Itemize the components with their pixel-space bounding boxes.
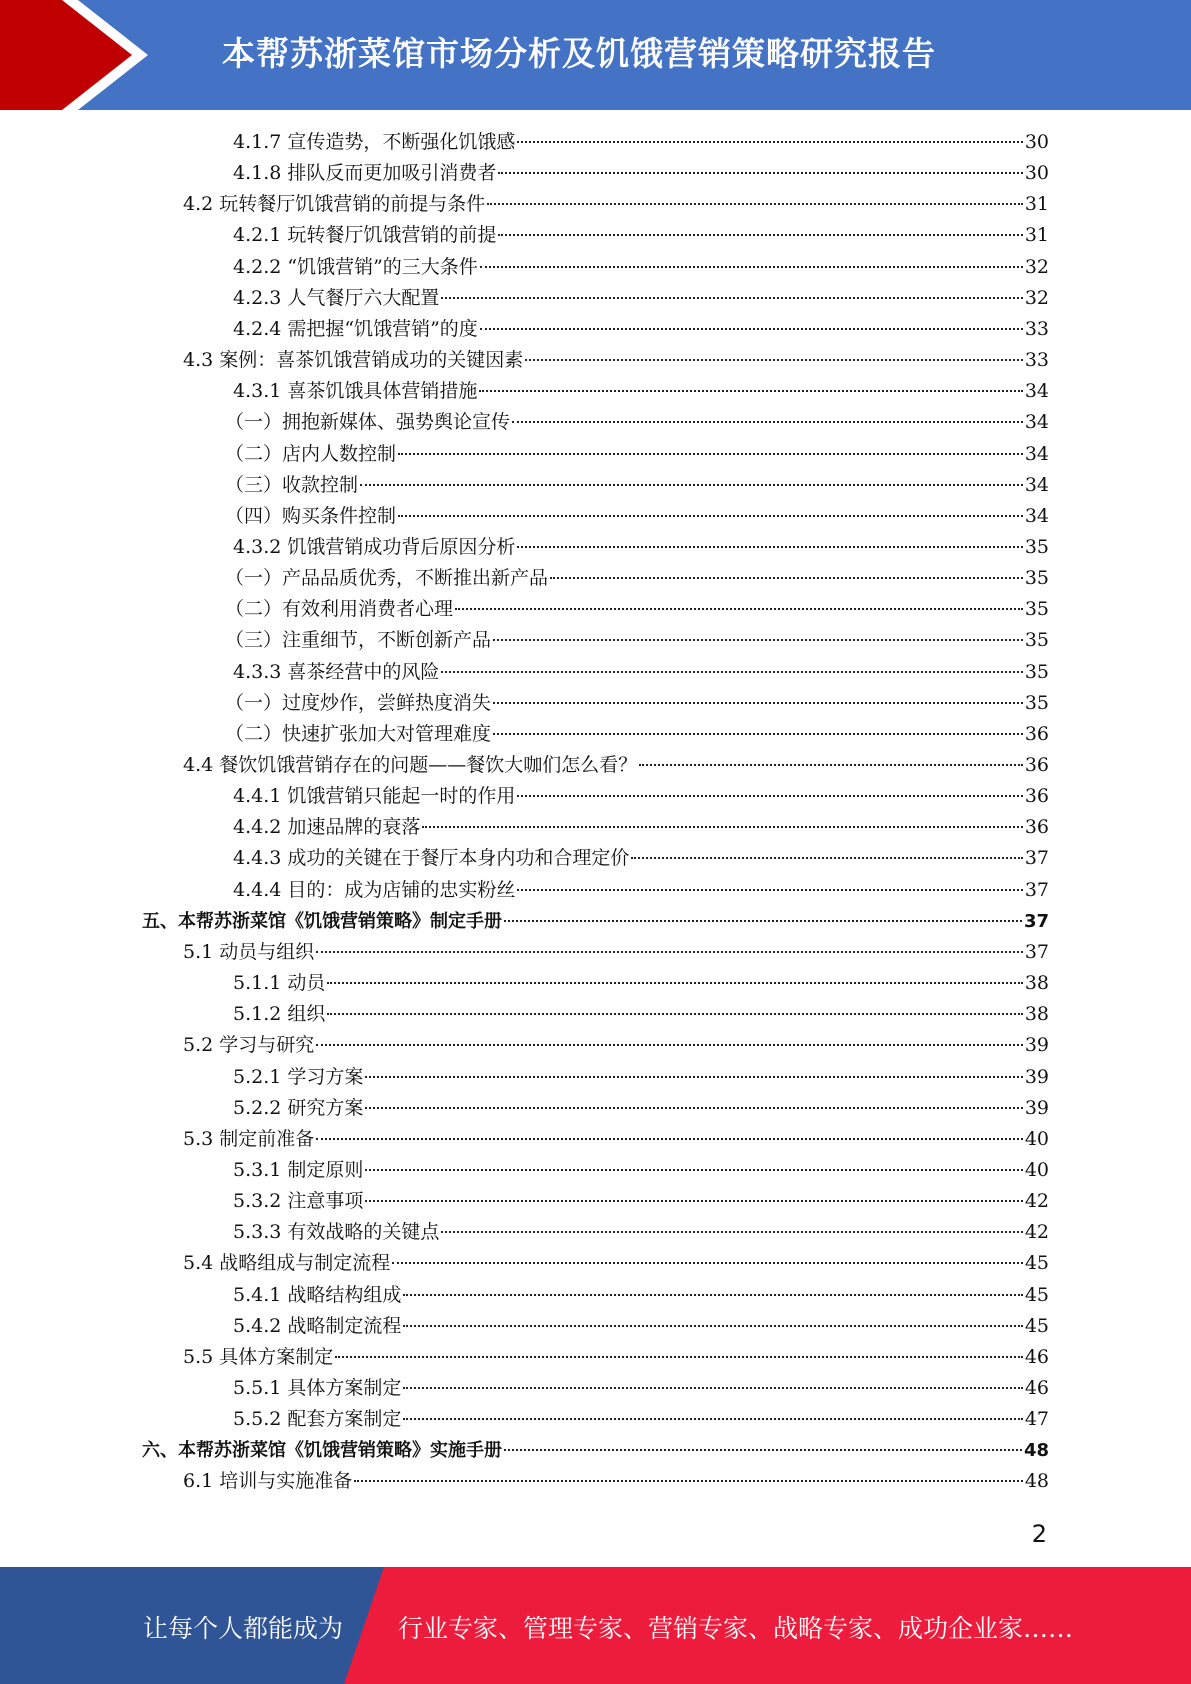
toc-entry[interactable]: [233, 968, 1049, 999]
footer-slogan-right: 行业专家、管理专家、营销专家、战略专家、成功企业家……: [398, 1614, 1074, 1643]
toc-entry-page: 35: [1024, 660, 1049, 683]
toc-entry[interactable]: [183, 1248, 1049, 1279]
toc-entry-label: 5.4.2 战略制定流程: [233, 1314, 402, 1337]
toc-entry-page: 38: [1024, 972, 1049, 995]
toc-entry[interactable]: [233, 158, 1049, 189]
toc-entry[interactable]: [233, 1217, 1049, 1248]
toc-leader-dots: [517, 546, 1022, 548]
toc-entry-label: 5.4 战略组成与制定流程: [183, 1252, 391, 1275]
toc-leader-dots: [498, 234, 1022, 236]
toc-leader-dots: [398, 515, 1023, 517]
toc-entry-page: 39: [1024, 1096, 1049, 1119]
toc-entry-label: （一）过度炒作，尝鲜热度消失: [225, 691, 492, 714]
toc-entry[interactable]: [225, 688, 1049, 719]
toc-entry[interactable]: [183, 1342, 1049, 1373]
page-footer: [0, 1567, 1191, 1684]
toc-leader-dots: [403, 1387, 1022, 1389]
toc-entry[interactable]: [225, 407, 1049, 438]
toc-leader-dots: [354, 1480, 1023, 1482]
toc-leader-dots: [403, 1418, 1022, 1420]
toc-entry-page: 35: [1024, 598, 1049, 621]
toc-leader-dots: [504, 1449, 1022, 1451]
toc-entry-page: 30: [1024, 162, 1049, 185]
toc-leader-dots: [480, 266, 1023, 268]
toc-entry-page: 38: [1024, 1003, 1049, 1026]
toc-leader-dots: [422, 826, 1022, 828]
toc-entry[interactable]: [233, 220, 1049, 251]
toc-leader-dots: [403, 1294, 1022, 1296]
toc-leader-dots: [504, 920, 1022, 922]
toc-entry[interactable]: [225, 625, 1049, 656]
toc-entry-page: 37: [1024, 878, 1049, 901]
toc-entry[interactable]: [233, 1093, 1049, 1124]
toc-leader-dots: [398, 453, 1023, 455]
toc-entry[interactable]: [233, 812, 1049, 843]
toc-entry-page: 30: [1024, 131, 1049, 153]
toc-entry-label: 5.2.1 学习方案: [233, 1065, 364, 1088]
toc-entry-label: 5.5 具体方案制定: [183, 1345, 334, 1368]
toc-entry-page: 34: [1024, 473, 1049, 496]
toc-entry-page: 32: [1024, 286, 1049, 309]
toc-leader-dots: [639, 764, 1023, 766]
toc-leader-dots: [512, 421, 1023, 423]
toc-entry[interactable]: [233, 283, 1049, 314]
toc-leader-dots: [525, 359, 1023, 361]
toc-leader-dots: [365, 1076, 1022, 1078]
toc-entry[interactable]: [225, 501, 1049, 532]
toc-entry-page: 45: [1024, 1252, 1049, 1275]
toc-entry-label: 4.1.7 宣传造势，不断强化饥饿感: [233, 131, 516, 153]
toc-entry[interactable]: [233, 781, 1049, 812]
toc-leader-dots: [479, 390, 1022, 392]
toc-entry[interactable]: [233, 314, 1049, 345]
toc-entry-label: （四）购买条件控制: [225, 504, 397, 527]
toc-entry[interactable]: [233, 532, 1049, 563]
toc-leader-dots: [316, 951, 1023, 953]
toc-entry[interactable]: [183, 1030, 1049, 1061]
toc-leader-dots: [316, 1044, 1023, 1046]
toc-entry[interactable]: [233, 376, 1049, 407]
toc-entry-label: （一）拥抱新媒体、强势舆论宣传: [225, 411, 511, 434]
toc-entry-page: 31: [1024, 193, 1049, 216]
toc-leader-dots: [403, 1325, 1022, 1327]
page-header: [0, 0, 1191, 110]
toc-entry[interactable]: [225, 563, 1049, 594]
toc-entry-page: 40: [1024, 1158, 1049, 1181]
toc-entry-page: 40: [1024, 1127, 1049, 1150]
toc-entry-label: 六、本帮苏浙菜馆《饥饿营销策略》实施手册: [142, 1440, 502, 1462]
toc-leader-dots: [517, 795, 1022, 797]
toc-entry-label: （二）店内人数控制: [225, 442, 397, 465]
toc-entry-page: 31: [1024, 224, 1049, 247]
toc-leader-dots: [441, 671, 1022, 673]
toc-leader-dots: [365, 1200, 1022, 1202]
toc-leader-dots: [550, 577, 1023, 579]
toc-entry[interactable]: [183, 345, 1049, 376]
toc-entry-page: 36: [1024, 754, 1049, 776]
toc-entry[interactable]: [233, 1311, 1049, 1342]
toc-entry-label: 4.4.1 饥饿营销只能起一时的作用: [233, 785, 516, 808]
toc-entry-label: 4.2.2 “饥饿营销”的三大条件: [233, 255, 478, 278]
toc-entry[interactable]: [142, 906, 1049, 937]
toc-entry[interactable]: [183, 189, 1049, 220]
toc-entry-label: 4.3.1 喜茶饥饿具体营销措施: [233, 380, 478, 403]
toc-entry-label: （一）产品品质优秀，不断推出新产品: [225, 567, 549, 590]
toc-leader-dots: [631, 857, 1022, 859]
toc-entry-page: 39: [1024, 1034, 1049, 1057]
toc-leader-dots: [487, 203, 1023, 205]
toc-entry-label: 6.1 培训与实施准备: [183, 1470, 353, 1493]
toc-leader-dots: [493, 702, 1023, 704]
toc-leader-dots: [360, 484, 1023, 486]
toc-entry-label: 5.3 制定前准备: [183, 1127, 315, 1150]
toc-entry-page: 48: [1023, 1440, 1049, 1462]
toc-entry-page: 36: [1024, 722, 1049, 745]
toc-entry-page: 35: [1024, 535, 1049, 558]
toc-leader-dots: [493, 733, 1023, 735]
toc-entry-label: 4.3.2 饥饿营销成功背后原因分析: [233, 535, 516, 558]
toc-leader-dots: [441, 297, 1022, 299]
toc-entry-label: 4.2.3 人气餐厅六大配置: [233, 286, 440, 309]
toc-leader-dots: [365, 1107, 1022, 1109]
toc-entry-label: 5.2 学习与研究: [183, 1034, 315, 1057]
toc-leader-dots: [441, 1231, 1022, 1233]
toc-entry[interactable]: [225, 719, 1049, 750]
toc-entry[interactable]: [225, 439, 1049, 470]
toc-entry-page: 48: [1024, 1470, 1049, 1493]
toc-entry-label: 4.4.3 成功的关键在于餐厅本身内功和合理定价: [233, 847, 630, 870]
toc-entry-page: 39: [1024, 1065, 1049, 1088]
toc-entry-label: 4.4 餐饮饥饿营销存在的问题——餐饮大咖们怎么看？: [183, 754, 638, 776]
toc-leader-dots: [455, 608, 1023, 610]
document-title: 本帮苏浙菜馆市场分析及饥饿营销策略研究报告: [222, 34, 936, 73]
toc-leader-dots: [392, 1262, 1023, 1264]
toc-entry[interactable]: [233, 875, 1049, 906]
toc-entry-label: 5.3.1 制定原则: [233, 1158, 364, 1181]
toc-leader-dots: [327, 1013, 1022, 1015]
toc-entry[interactable]: [233, 1186, 1049, 1217]
toc-leader-dots: [365, 1169, 1022, 1171]
toc-entry-page: 34: [1024, 504, 1049, 527]
toc-leader-dots: [327, 982, 1022, 984]
toc-entry-page: 35: [1024, 629, 1049, 652]
toc-entry-page: 34: [1024, 380, 1049, 403]
toc-entry-label: 4.2 玩转餐厅饥饿营销的前提与条件: [183, 193, 486, 216]
toc-entry-label: 5.1.2 组织: [233, 1003, 326, 1026]
toc-leader-dots: [480, 328, 1023, 330]
toc-entry-label: （三）注重细节，不断创新产品: [225, 629, 492, 652]
toc-entry-page: 45: [1024, 1314, 1049, 1337]
toc-entry-label: 4.4.2 加速品牌的衰落: [233, 816, 421, 839]
toc-entry-page: 45: [1024, 1283, 1049, 1306]
toc-entry-label: 五、本帮苏浙菜馆《饥饿营销策略》制定手册: [142, 910, 502, 932]
toc-entry-label: 4.2.1 玩转餐厅饥饿营销的前提: [233, 224, 497, 247]
toc-entry[interactable]: [183, 937, 1049, 968]
toc-entry-label: 4.2.4 需把握“饥饿营销”的度: [233, 317, 478, 340]
toc-entry[interactable]: [183, 1466, 1049, 1497]
toc-entry-label: 5.5.2 配套方案制定: [233, 1408, 402, 1431]
toc-entry[interactable]: [233, 1373, 1049, 1404]
toc-entry[interactable]: [225, 470, 1049, 501]
toc-leader-dots: [517, 889, 1022, 891]
toc-entry-page: 46: [1024, 1377, 1049, 1399]
toc-entry-page: 35: [1024, 567, 1049, 590]
toc-leader-dots: [498, 172, 1022, 174]
toc-leader-dots: [517, 141, 1022, 143]
toc-leader-dots: [335, 1356, 1023, 1358]
toc-entry-page: 33: [1024, 317, 1049, 340]
toc-entry-page: 46: [1024, 1345, 1049, 1368]
footer-slogan-left: 让每个人都能成为: [143, 1614, 344, 1643]
toc-entry-label: 5.2.2 研究方案: [233, 1096, 364, 1119]
toc-entry-page: 36: [1024, 816, 1049, 839]
toc-entry-page: 35: [1024, 691, 1049, 714]
toc-entry-label: （二）有效利用消费者心理: [225, 598, 454, 621]
toc-entry-label: 4.1.8 排队反而更加吸引消费者: [233, 162, 497, 185]
toc-entry[interactable]: [233, 127, 1049, 158]
toc-entry[interactable]: [183, 750, 1049, 781]
toc-entry-page: 42: [1024, 1190, 1049, 1213]
toc-entry[interactable]: [233, 1062, 1049, 1093]
toc-entry-page: 34: [1024, 442, 1049, 465]
toc-entry-page: 34: [1024, 411, 1049, 434]
toc-entry-label: 5.3.3 有效战略的关键点: [233, 1221, 440, 1244]
toc-entry-page: 33: [1024, 349, 1049, 372]
toc-entry-page: 37: [1024, 940, 1049, 963]
toc-entry-label: 4.3 案例：喜茶饥饿营销成功的关键因素: [183, 349, 524, 372]
toc-entry-label: 5.1 动员与组织: [183, 940, 315, 963]
toc-entry[interactable]: [233, 1155, 1049, 1186]
toc-entry-label: （三）收款控制: [225, 473, 359, 496]
toc-entry[interactable]: [233, 1404, 1049, 1435]
toc-entry[interactable]: [233, 999, 1049, 1030]
toc-entry-page: 37: [1023, 910, 1049, 932]
toc-entry-page: 42: [1024, 1221, 1049, 1244]
toc-entry[interactable]: [183, 1124, 1049, 1155]
toc-entry-label: 4.4.4 目的：成为店铺的忠实粉丝: [233, 878, 516, 901]
toc-entry-label: 5.3.2 注意事项: [233, 1190, 364, 1213]
toc-entry-label: 4.3.3 喜茶经营中的风险: [233, 660, 440, 683]
toc-entry-label: 5.4.1 战略结构组成: [233, 1283, 402, 1306]
toc-entry[interactable]: [233, 657, 1049, 688]
toc-entry-page: 32: [1024, 255, 1049, 278]
toc-entry-page: 47: [1024, 1408, 1049, 1431]
page-number: 2: [1031, 1520, 1047, 1548]
toc-entry[interactable]: [233, 252, 1049, 283]
toc-entry[interactable]: [233, 1280, 1049, 1311]
toc-entry-page: 37: [1024, 847, 1049, 870]
toc-entry[interactable]: [233, 843, 1049, 874]
toc-entry-label: 5.1.1 动员: [233, 972, 326, 995]
toc-leader-dots: [316, 1138, 1023, 1140]
toc-entry[interactable]: [142, 1435, 1049, 1466]
toc-entry-label: （二）快速扩张加大对管理难度: [225, 722, 492, 745]
toc-leader-dots: [493, 639, 1023, 641]
toc-entry-label: 5.5.1 具体方案制定: [233, 1377, 402, 1399]
toc-entry[interactable]: [225, 594, 1049, 625]
toc-entry-page: 36: [1024, 785, 1049, 808]
